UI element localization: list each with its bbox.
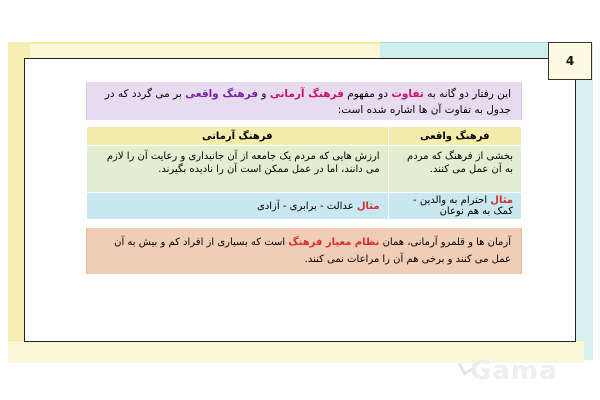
table-row	[87, 146, 522, 193]
note-box	[86, 228, 522, 274]
example-text: عدالت - برابری - آزادی	[257, 200, 357, 212]
cell-ideal-example	[87, 193, 389, 220]
table-row	[87, 193, 522, 220]
cell-real-definition: بخشی از فرهنگ که مردم به آن عمل می کنند.	[388, 146, 521, 193]
intro-highlight-difference: تفاوت	[391, 88, 424, 100]
page-number: 4	[548, 42, 592, 80]
intro-part: و	[258, 88, 270, 100]
example-label: مثال	[356, 200, 380, 212]
note-part: آرمان ها و قلمرو آرمانی، همان	[379, 237, 511, 248]
intro-highlight-ideal-culture: فرهنگ آرمانی	[269, 88, 344, 100]
cell-ideal-definition: ارزش هایی که مردم یک جامعه از آن جانبداری و رعایت آن را لازم می دانند، اما در عمل ممکن است آن را نادیده بگیرند.	[87, 146, 389, 193]
example-label: مثال	[490, 195, 513, 206]
table-header-row	[87, 127, 522, 146]
intro-part: بر می گردد که در جدول به تفاوت آن ها اشاره شده است:	[104, 88, 511, 116]
intro-part: دو مفهوم	[343, 88, 392, 100]
header-ideal-culture: فرهنگ آرمانی	[87, 127, 389, 146]
note-part: است که بسیاری از افراد کم و بیش به آن عمل می کنند و برخی هم آن را مراعات نمی کنند.	[114, 237, 511, 265]
comparison-table	[86, 126, 522, 220]
note-highlight: نظام معیار فرهنگ	[288, 237, 380, 248]
intro-part: این رفتار دو گانه به	[423, 88, 511, 100]
frame-right-band	[575, 42, 593, 360]
example-text: احترام به والدین - کمک به هم نوعان	[413, 195, 513, 217]
intro-text	[86, 82, 522, 120]
watermark: Gama	[470, 356, 558, 386]
intro-highlight-real-culture: فرهنگ واقعی	[185, 88, 259, 100]
cell-real-example	[388, 193, 521, 220]
header-real-culture: فرهنگ واقعی	[388, 127, 521, 146]
